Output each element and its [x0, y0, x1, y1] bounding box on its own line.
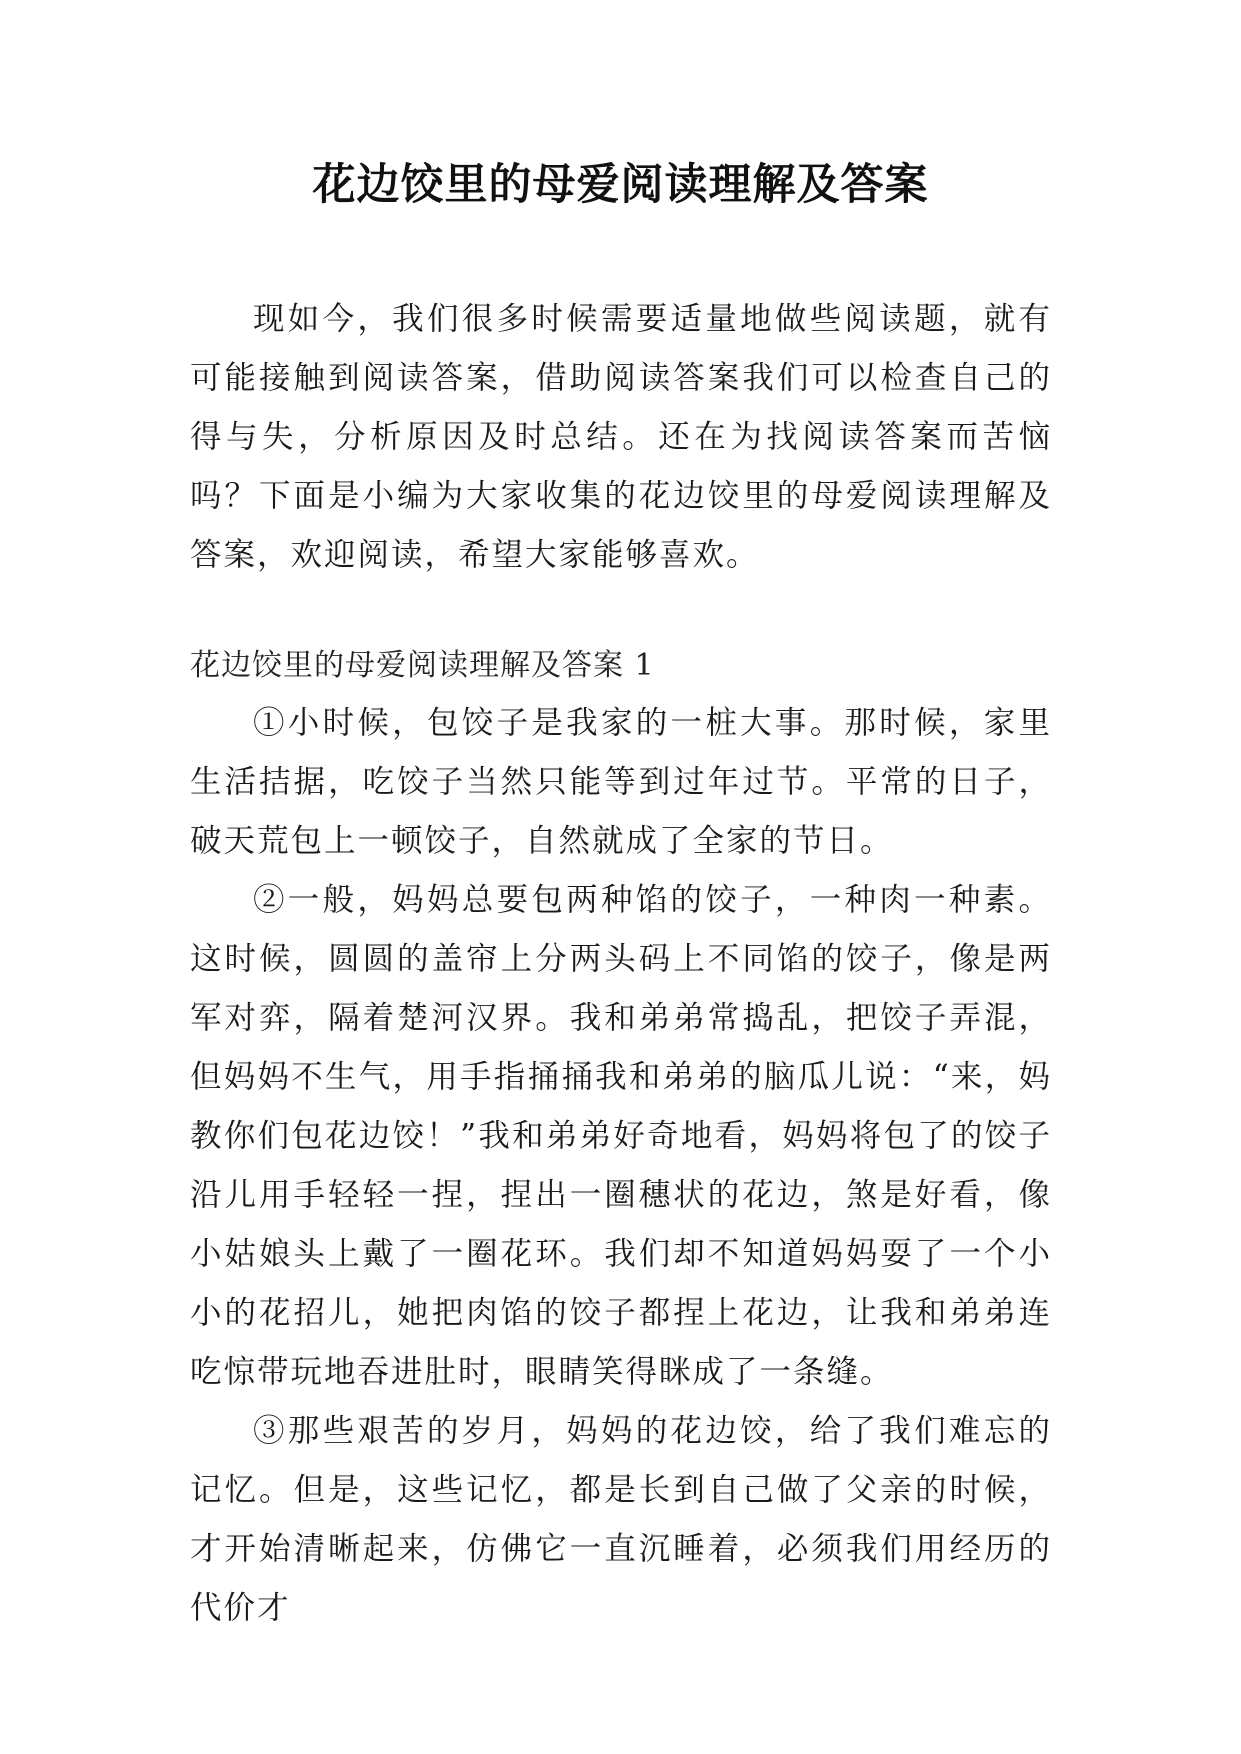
section-heading: 花边饺里的母爱阅读理解及答案 1: [190, 648, 655, 683]
story-paragraph-3: ③那些艰苦的岁月，妈妈的花边饺，给了我们难忘的记忆。但是，这些记忆，都是长到自己做了父亲的时候，才开始清晰起来，仿佛它一直沉睡着，必须我们用经历的代价才: [190, 1413, 1052, 1626]
document-title: 花边饺里的母爱阅读理解及答案: [312, 160, 929, 210]
intro-block: [190, 290, 1052, 585]
story-paragraph-2: ②一般，妈妈总要包两种馅的饺子，一种肉一种素。这时候，圆圆的盖帘上分两头码上不同馅的饺子，像是两军对弈，隔着楚河汉界。我和弟弟常捣乱，把饺子弄混，但妈妈不生气，用手指捅捅我和弟弟的脑瓜儿说：“来，妈教你们包花边饺！”我和弟弟好奇地看，妈妈将包了的饺子沿儿用手轻轻一捏，捏出一圈穗状的花边，煞是好看，像小姑娘头上戴了一圈花环。我们却不知道妈妈耍了一个小小的花招儿，她把肉馅的饺子都捏上花边，让我和弟弟连吃惊带玩地吞进肚时，眼睛笑得眯成了一条缝。: [190, 882, 1052, 1390]
story-paragraph-1: ①小时候，包饺子是我家的一桩大事。那时候，家里生活拮据，吃饺子当然只能等到过年过节。平常的日子，破天荒包上一顿饺子，自然就成了全家的节日。: [190, 705, 1052, 859]
story-block: [190, 694, 1052, 1638]
intro-paragraph: 现如今，我们很多时候需要适量地做些阅读题，就有可能接触到阅读答案，借助阅读答案我们可以检查自己的得与失，分析原因及时总结。还在为找阅读答案而苦恼吗？下面是小编为大家收集的花边饺里的母爱阅读理解及答案，欢迎阅读，希望大家能够喜欢。: [190, 301, 1052, 573]
